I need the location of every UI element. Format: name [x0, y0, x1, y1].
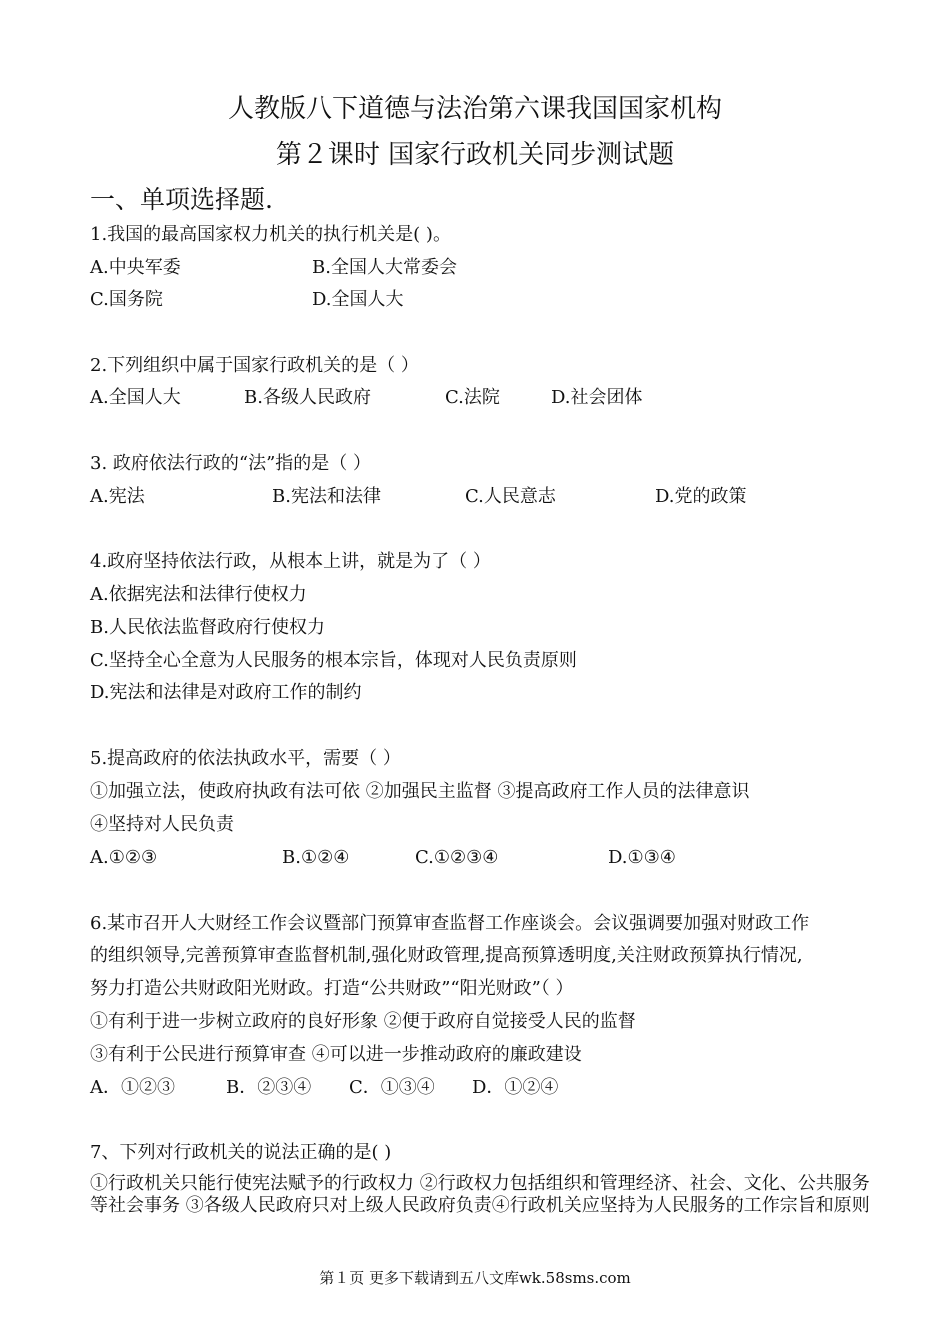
question-2-option-b: B.各级人民政府 — [244, 387, 371, 408]
document-title: 人教版八下道德与法治第六课我国国家机构 — [227, 94, 722, 124]
question-2-option-d: D.社会团体 — [551, 387, 643, 408]
question-1-option-c: C.国务院 — [90, 289, 163, 310]
question-5-option-b: B.①②④ — [282, 847, 350, 868]
question-7-statements: ①行政机关只能行使宪法赋予的行政权力 ②行政权力包括组织和管理经济、社会、文化、公共服务等社会事务 ③各级人民政府只对上级人民政府负责④行政机关应坚持为人民服务的工作宗旨和原则 — [90, 1173, 870, 1216]
question-1-option-b: B.全国人大常委会 — [312, 257, 457, 278]
question-4-option-d: D.宪法和法律是对政府工作的制约 — [90, 682, 362, 703]
question-3-option-c: C.人民意志 — [465, 486, 556, 507]
document-subtitle: 第２课时 国家行政机关同步测试题 — [275, 140, 675, 170]
question-6-stem-line-1: 6.某市召开人大财经工作会议暨部门预算审查监督工作座谈会。会议强调要加强对财政工作 — [90, 913, 810, 934]
question-5-stem: 5.提高政府的依法执政水平，需要（ ） — [90, 748, 401, 769]
question-5-option-a: A.①②③ — [90, 847, 158, 868]
question-4-stem: 4.政府坚持依法行政，从根本上讲，就是为了（ ） — [90, 551, 491, 572]
question-1-option-d: D.全国人大 — [312, 289, 404, 310]
question-5-option-c: C.①②③④ — [415, 847, 499, 868]
question-6-option-a: A．①②③ — [90, 1077, 175, 1098]
section-heading: 一、单项选择题. — [90, 185, 273, 214]
question-6-stem-line-3: 努力打造公共财政阳光财政。打造“公共财政”“阳光财政”（ ） — [90, 978, 574, 999]
question-6-statements-2: ③有利于公民进行预算审查 ④可以进一步推动政府的廉政建设 — [90, 1044, 582, 1065]
question-5-statements-2: ④坚持对人民负责 — [90, 814, 234, 835]
question-7-stem: 7、下列对行政机关的说法正确的是( ) — [90, 1142, 392, 1163]
question-1-stem: 1.我国的最高国家权力机关的执行机关是( )。 — [90, 224, 451, 245]
question-4-option-b: B.人民依法监督政府行使权力 — [90, 617, 325, 638]
question-4-option-a: A.依据宪法和法律行使权力 — [90, 584, 307, 605]
question-1-option-a: A.中央军委 — [90, 257, 181, 278]
question-5-statements-1: ①加强立法，使政府执政有法可依 ②加强民主监督 ③提高政府工作人员的法律意识 — [90, 781, 750, 802]
question-3-option-d: D.党的政策 — [655, 486, 747, 507]
question-6-option-d: D．①②④ — [472, 1077, 559, 1098]
question-6-option-b: B．②③④ — [226, 1077, 312, 1098]
question-3-stem: 3. 政府依法行政的“法”指的是（ ） — [90, 453, 372, 474]
question-5-option-d: D.①③④ — [608, 847, 676, 868]
question-6-option-c: C．①③④ — [349, 1077, 435, 1098]
question-6-statements-1: ①有利于进一步树立政府的良好形象 ②便于政府自觉接受人民的监督 — [90, 1011, 636, 1032]
question-2-stem: 2.下列组织中属于国家行政机关的是（ ） — [90, 355, 419, 376]
question-6-stem-line-2: 的组织领导,完善预算审查监督机制,强化财政管理,提高预算透明度,关注财政预算执行情况, — [90, 945, 803, 966]
question-3-option-a: A.宪法 — [90, 486, 145, 507]
question-4-option-c: C.坚持全心全意为人民服务的根本宗旨，体现对人民负责原则 — [90, 650, 577, 671]
question-3-option-b: B.宪法和法律 — [272, 486, 381, 507]
page-footer: 第１页 更多下载请到五八文库wk.58sms.com — [319, 1269, 631, 1287]
question-2-option-a: A.全国人大 — [90, 387, 181, 408]
question-2-option-c: C.法院 — [445, 387, 500, 408]
